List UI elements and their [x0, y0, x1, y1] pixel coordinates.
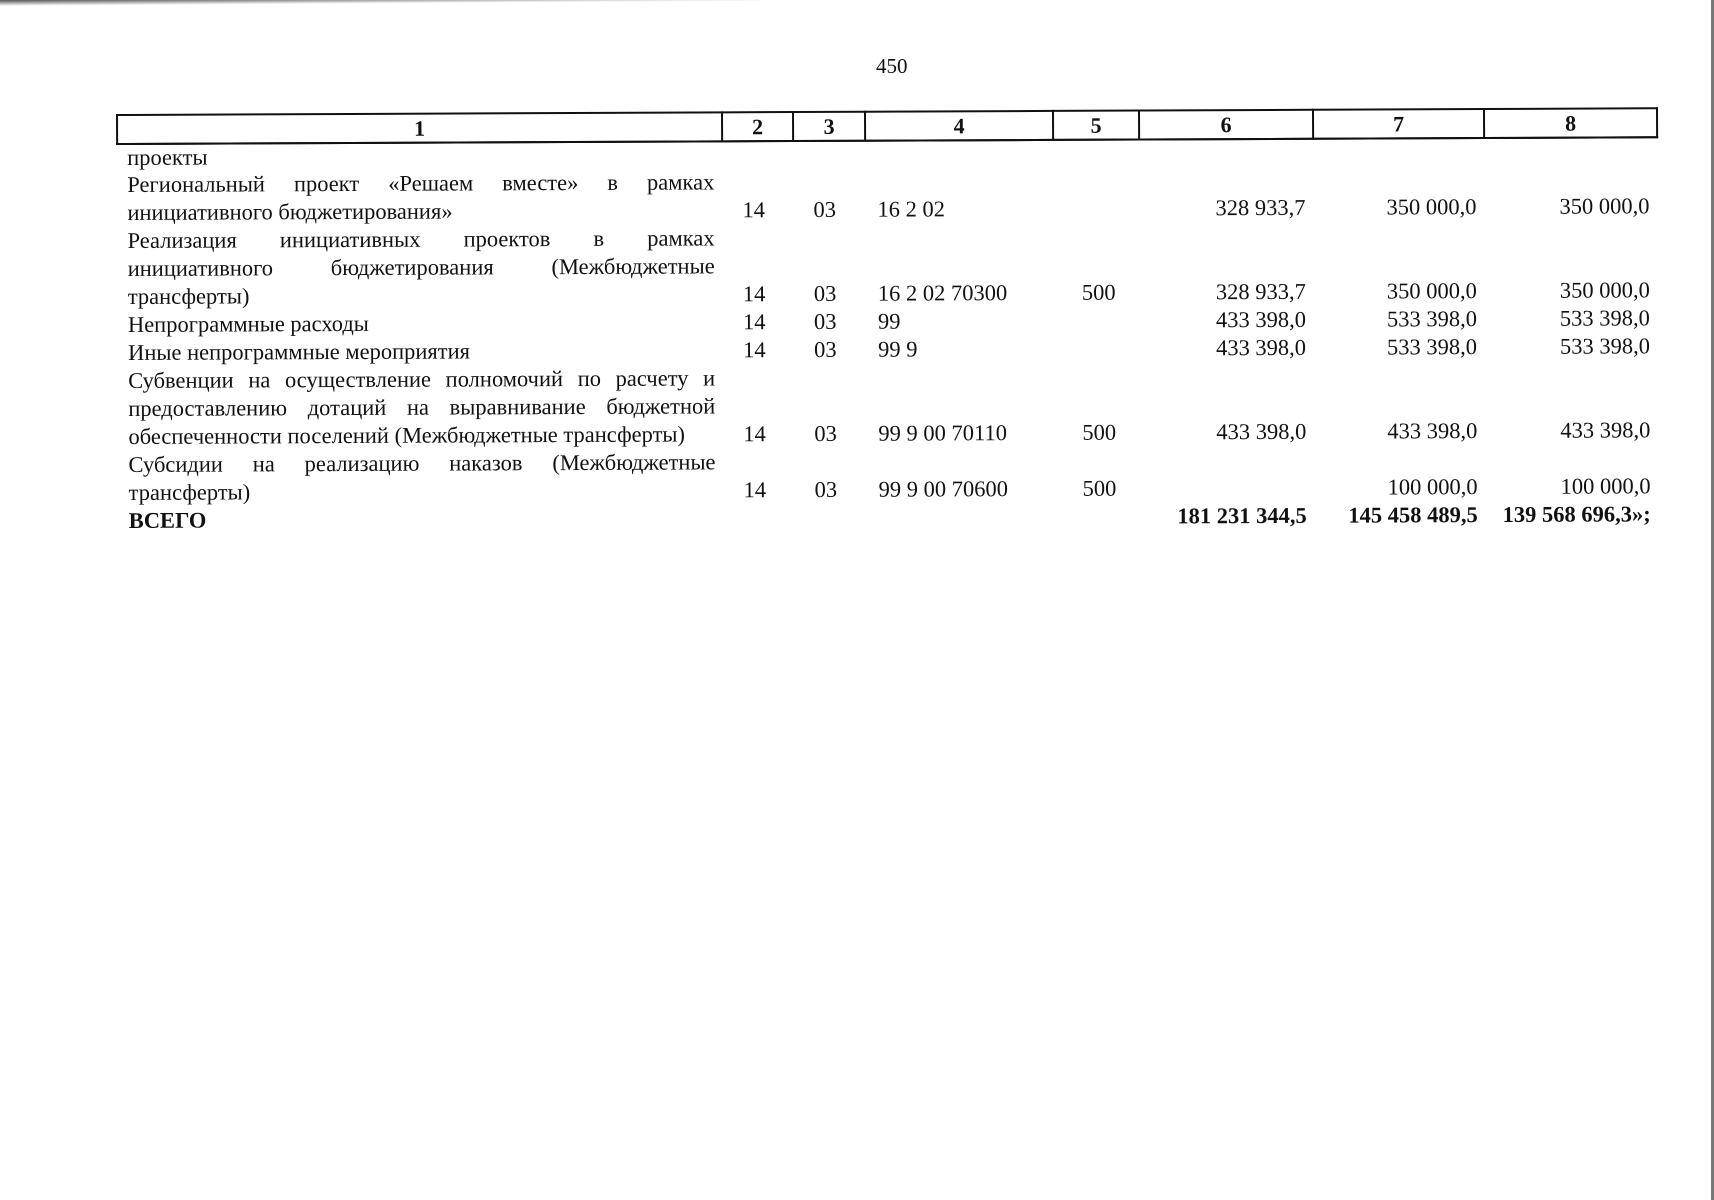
column-header-6: 6 — [1139, 110, 1313, 140]
row-expense-type — [1053, 140, 1139, 167]
total-amount-7: 145 458 489,5 — [1348, 502, 1478, 528]
row-name: Субвенции на осуществление полномочий по расчету и предоставлению дотаций на выравнивание бюджетной обеспеченности поселений (Межбюджетные трансферты) — [128, 365, 716, 449]
row-subsection: 03 — [814, 476, 838, 502]
row-expense-type: 500 — [1081, 279, 1116, 305]
row-name: Иные непрограммные мероприятия — [127, 338, 471, 365]
row-target-code: 99 9 00 70600 — [878, 476, 1009, 502]
row-amount-6 — [1140, 446, 1314, 503]
row-section: 14 — [743, 477, 767, 503]
row-amount-8: 533 398,0 — [1559, 333, 1651, 359]
row-amount-7: 533 398,0 — [1386, 306, 1477, 332]
column-header-1: 1 — [117, 112, 722, 144]
row-amount-7: 100 000,0 — [1387, 474, 1478, 500]
row-section — [722, 141, 793, 168]
row-amount-8: 350 000,0 — [1559, 193, 1650, 219]
budget-sheet — [116, 107, 1658, 535]
row-amount-7 — [1313, 138, 1484, 166]
total-label: ВСЕГО — [128, 507, 207, 533]
row-amount-6: 433 398,0 — [1216, 418, 1307, 445]
row-amount-7: 350 000,0 — [1386, 278, 1477, 304]
row-target-code: 99 — [877, 308, 901, 334]
row-amount-8: 533 398,0 — [1559, 305, 1650, 331]
row-section: 14 — [742, 197, 765, 223]
row-expense-type — [1054, 307, 1140, 335]
row-amount-6: 328 933,7 — [1215, 194, 1306, 221]
row-amount-6: 328 933,7 — [1215, 278, 1306, 305]
row-expense-type — [1054, 335, 1140, 363]
row-target-code — [865, 140, 1053, 168]
row-amount-6: 433 398,0 — [1215, 306, 1306, 333]
row-section: 14 — [742, 309, 766, 335]
row-amount-8 — [1484, 137, 1657, 165]
row-amount-8: 350 000,0 — [1559, 277, 1650, 303]
table-row — [117, 164, 1657, 227]
row-amount-7: 350 000,0 — [1386, 194, 1477, 220]
row-subsection: 03 — [814, 420, 837, 446]
table-row — [118, 444, 1658, 507]
column-header-3: 3 — [793, 112, 865, 141]
row-subsection — [793, 141, 865, 168]
total-amount-6: 181 231 344,5 — [1177, 502, 1307, 529]
row-section: 14 — [743, 421, 766, 447]
row-amount-6: 433 398,0 — [1215, 334, 1307, 361]
row-section: 14 — [742, 337, 766, 363]
row-target-code: 16 2 02 — [877, 196, 945, 222]
row-name: Непрограммные расходы — [127, 310, 369, 337]
total-row — [119, 500, 1659, 535]
row-amount-6 — [1139, 139, 1313, 167]
row-expense-type — [1053, 167, 1139, 223]
row-subsection: 03 — [813, 196, 836, 222]
row-name: Субсидии на реализацию наказов (Межбюджетные трансферты) — [128, 449, 716, 505]
row-name: Региональный проект «Решаем вместе» в рамках инициативного бюджетирования» — [127, 169, 715, 225]
row-section: 14 — [742, 281, 766, 307]
column-header-5: 5 — [1053, 111, 1139, 140]
row-expense-type: 500 — [1082, 475, 1117, 501]
row-name: Реализация инициативных проектов в рамках инициативного бюджетирования (Межбюджетные трансферты) — [127, 225, 715, 309]
row-subsection: 03 — [813, 308, 837, 334]
row-amount-8: 100 000,0 — [1560, 473, 1651, 499]
column-header-2: 2 — [722, 112, 793, 141]
table-row — [117, 220, 1657, 311]
column-header-4: 4 — [865, 111, 1053, 141]
row-amount-8: 433 398,0 — [1560, 417, 1651, 443]
row-target-code: 99 9 — [877, 336, 918, 362]
page-number: 450 — [876, 54, 908, 78]
row-subsection: 03 — [813, 336, 837, 362]
column-header-7: 7 — [1313, 109, 1484, 139]
row-subsection: 03 — [813, 280, 837, 306]
column-header-8: 8 — [1484, 108, 1657, 138]
row-name: проекты — [127, 144, 208, 170]
row-amount-7: 533 398,0 — [1386, 334, 1478, 360]
table-row — [118, 360, 1658, 451]
row-target-code: 99 9 00 70110 — [878, 420, 1008, 446]
scan-edge-shadow — [0, 0, 760, 6]
budget-table — [116, 107, 1660, 535]
row-target-code: 16 2 02 70300 — [877, 280, 1008, 306]
total-amount-8: 139 568 696,3»; — [1502, 501, 1651, 527]
row-expense-type: 500 — [1082, 419, 1117, 445]
row-amount-7: 433 398,0 — [1387, 418, 1478, 444]
